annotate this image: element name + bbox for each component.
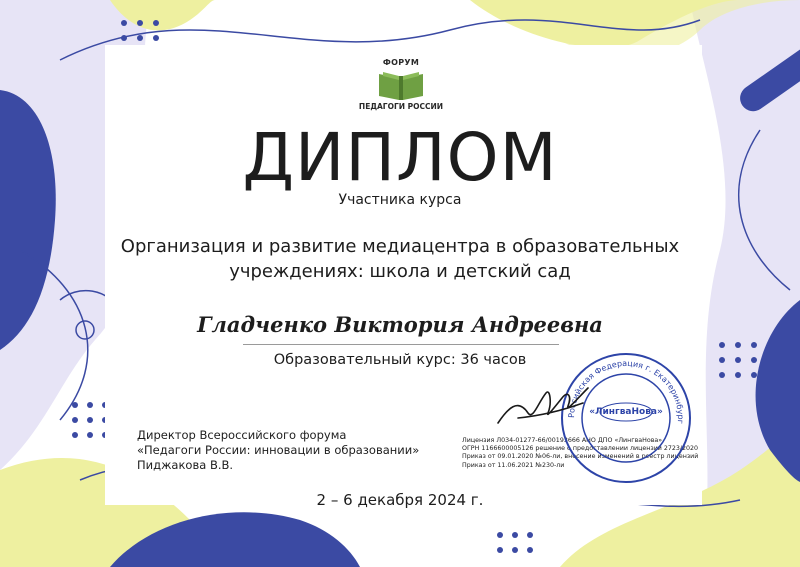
- course-dates: 2 – 6 декабря 2024 г.: [316, 491, 484, 509]
- stamp-center-word: «ЛингваНова»: [589, 407, 663, 417]
- recipient-underline: [243, 344, 559, 345]
- diploma-title: ДИПЛОМ: [242, 119, 558, 196]
- logo-top-word: ФОРУМ: [382, 58, 420, 67]
- stamp-ring-text: Российская Федерация г. Екатеринбург: [566, 358, 686, 425]
- course-name-line1: Организация и развитие медиацентра в образовательных: [120, 236, 680, 257]
- course-name-line2: учреждениях: школа и детский сад: [229, 261, 571, 282]
- forum-logo: [355, 58, 447, 114]
- license-line3: Приказ от 09.01.2020 №06-ли, внесение изменений в реестр лицензий: [462, 453, 699, 461]
- logo-bottom-words: ПЕДАГОГИ РОССИИ: [358, 102, 444, 111]
- license-line1: Лицензия Л034-01277-66/00193666 АНО ДПО «ЛингваНова»: [462, 437, 663, 444]
- license-line2: ОГРН 1166600005126 решение о предоставлении лицензии 2723/2020: [462, 445, 699, 453]
- director-signature: [488, 368, 598, 438]
- license-line4: Приказ от 11.06.2021 №230-ли: [462, 461, 565, 469]
- director-title-line1: Директор Всероссийского форума: [137, 428, 347, 442]
- director-name: Пиджакова В.В.: [137, 458, 234, 472]
- director-title-line2: «Педагоги России: инновации в образовании»: [137, 443, 420, 457]
- diploma-subtitle: Участника курса: [338, 192, 462, 208]
- dot-grid-left: [72, 402, 108, 438]
- dot-grid-bottom: [497, 532, 533, 553]
- director-block: [137, 428, 437, 473]
- open-book-icon: [375, 68, 427, 102]
- course-name: [0, 234, 800, 284]
- course-hours: Образовательный курс: 36 часов: [273, 352, 527, 368]
- recipient-name: Гладченко Виктория Андреевна: [197, 312, 603, 337]
